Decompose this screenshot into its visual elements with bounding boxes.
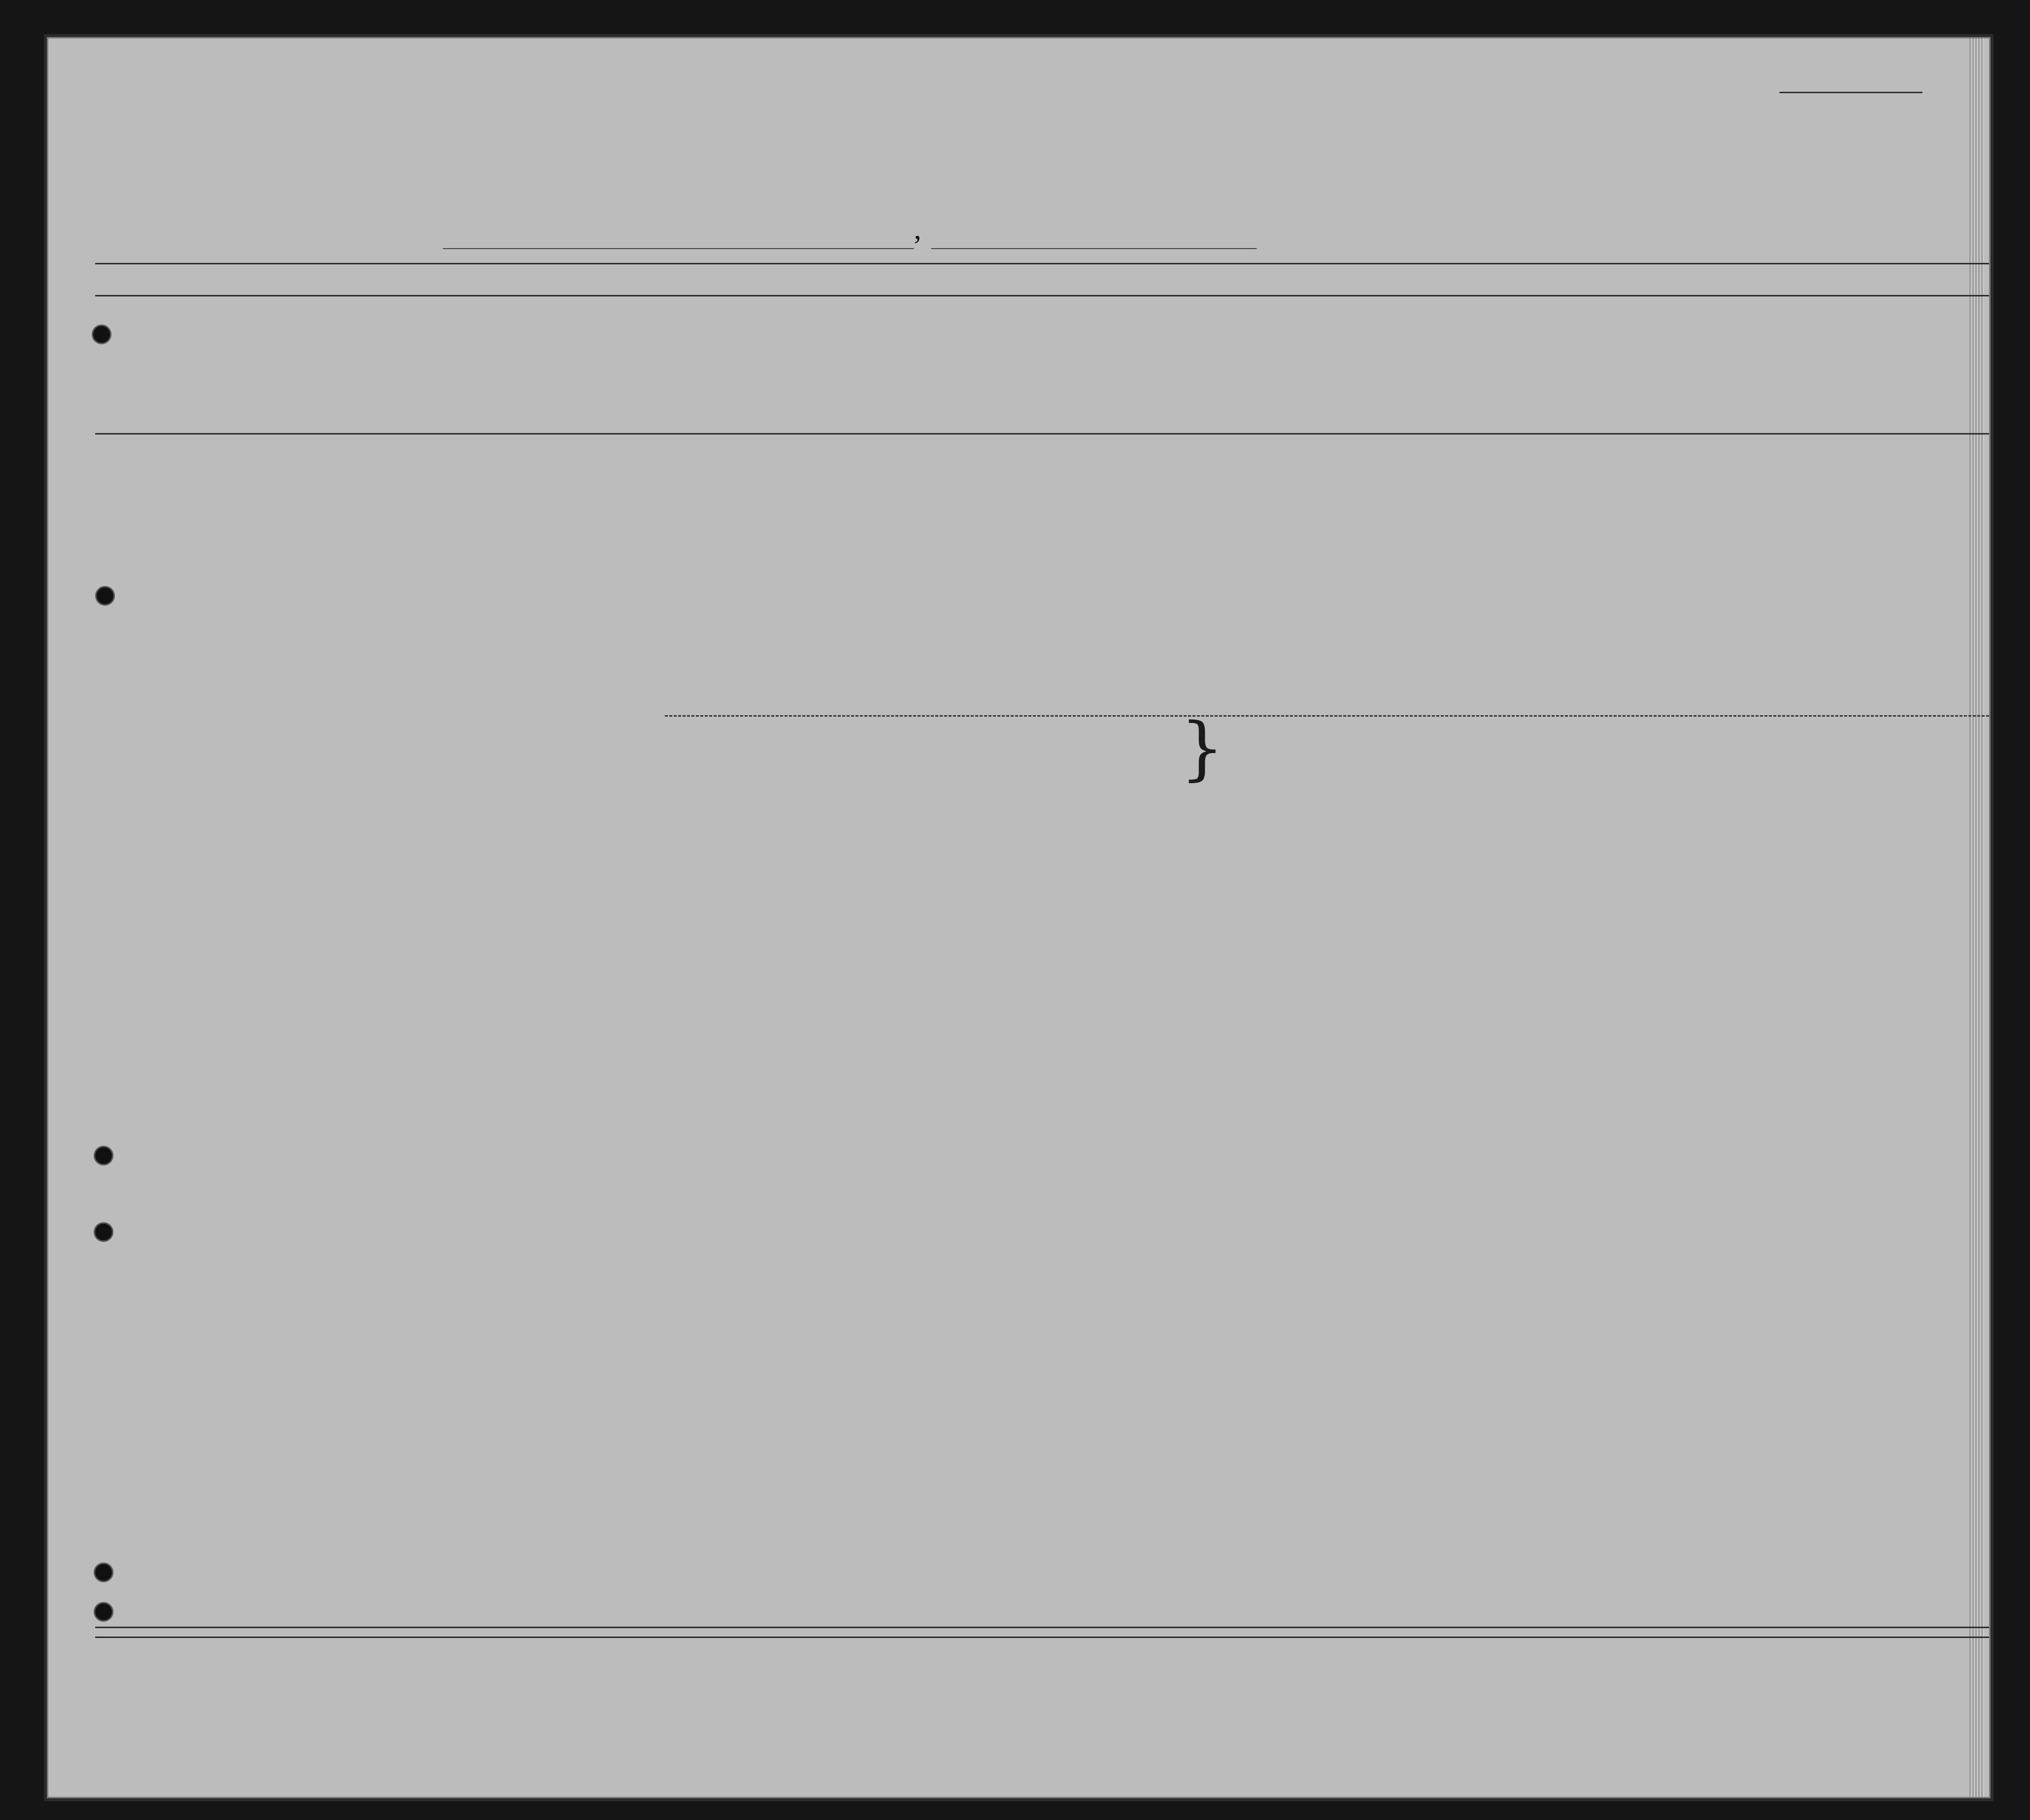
header-feet-label — [1711, 418, 1731, 453]
comma: , — [914, 213, 921, 245]
binder-hole-icon — [94, 1602, 113, 1622]
date-underline — [931, 248, 1257, 249]
header-polygamist — [1400, 344, 1419, 428]
dashed-separator — [665, 715, 1991, 717]
rule-top — [95, 263, 1989, 264]
brace-mark: } — [1180, 708, 1225, 789]
manifest-sheet — [47, 37, 1991, 1798]
binder-hole-icon — [95, 586, 115, 606]
rule-table-bottom-2 — [95, 1637, 1989, 1638]
header-citizen — [1328, 354, 1360, 428]
header-inches-label — [1735, 418, 1755, 453]
binder-hole-icon — [92, 325, 111, 344]
header-length-of-stay — [1267, 354, 1306, 428]
header-fifty-dollars — [788, 310, 823, 428]
header-anarchist — [1429, 344, 1449, 428]
rule-colnums — [95, 295, 1989, 296]
port-underline — [443, 248, 914, 249]
header-ticket — [667, 310, 702, 428]
binder-hole-icon — [94, 1146, 113, 1165]
binder-hole-icon — [94, 1222, 113, 1242]
rule-header-bottom — [95, 433, 1989, 435]
header-labor-offer — [1511, 339, 1545, 428]
rule-table-bottom — [95, 1627, 1989, 1628]
header-intends-return — [1217, 354, 1262, 428]
header-deported — [1550, 339, 1577, 428]
page-edge — [1969, 38, 1984, 1797]
header-overthrow — [1464, 339, 1501, 428]
binder-hole-icon — [94, 1563, 113, 1582]
list-underline — [1779, 92, 1922, 93]
header-prison — [1363, 344, 1395, 428]
